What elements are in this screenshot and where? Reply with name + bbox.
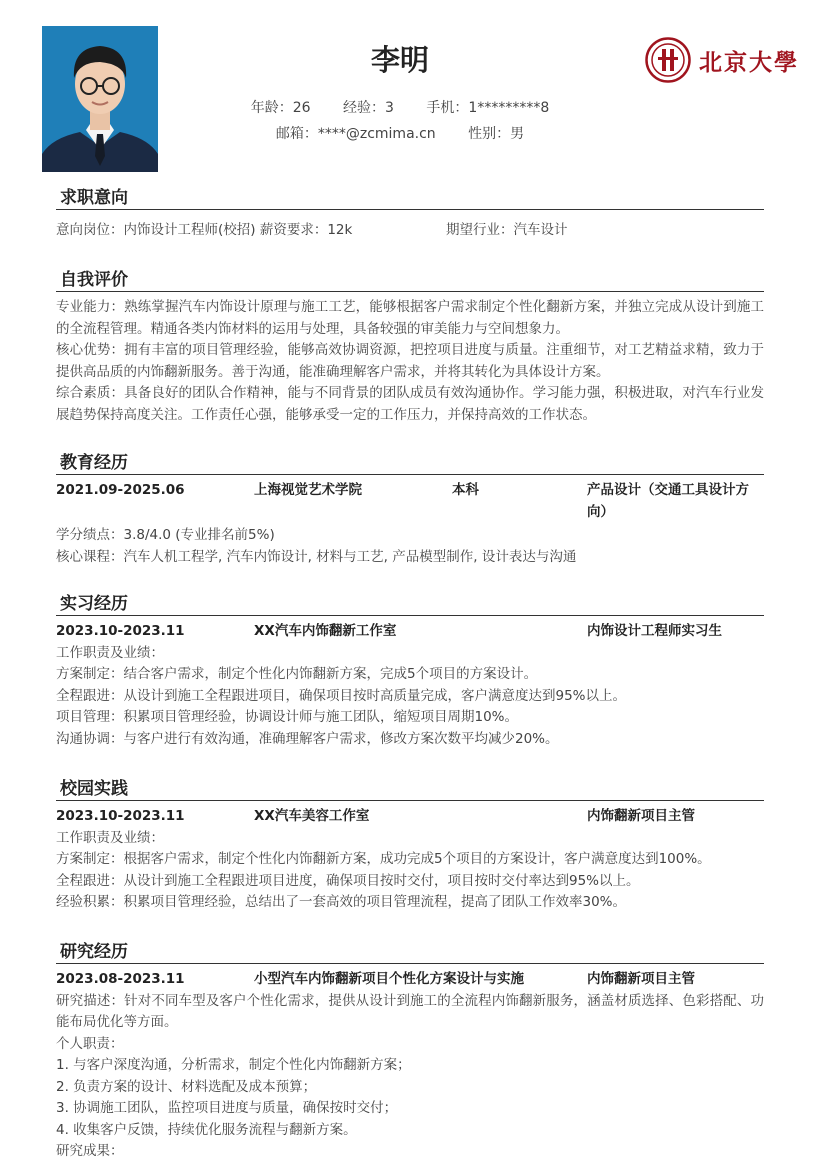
gender-label: 性别：	[468, 126, 511, 142]
research-detail: 1. 与客户深度沟通，分析需求，制定个性化内饰翻新方案；	[56, 1057, 411, 1073]
campus-header-row	[56, 806, 764, 828]
age-info	[251, 97, 311, 117]
internship-role: 内饰设计工程师实习生	[587, 623, 722, 639]
internship-detail: 方案制定：结合客户需求，制定个性化内饰翻新方案，完成5个项目的方案设计。	[56, 666, 538, 682]
section-title-campus: 校园实践	[56, 777, 764, 801]
internship-date: 2023.10-2023.11	[56, 623, 185, 639]
research-date: 2023.08-2023.11	[56, 971, 185, 987]
education-degree: 本科	[452, 482, 479, 498]
research-detail: 研究成果：	[56, 1143, 124, 1159]
research-role: 内饰翻新项目主管	[587, 971, 695, 987]
internship-detail: 沟通协调：与客户进行有效沟通，准确理解客户需求，修改方案次数平均减少20%。	[56, 730, 559, 747]
education-detail: 学分绩点：3.8/4.0 (专业排名前5%)	[56, 527, 275, 543]
basic-info-row-1	[0, 97, 800, 117]
candidate-name: 李明	[370, 43, 429, 77]
experience-info	[343, 97, 394, 117]
education-school: 上海视觉艺术学院	[254, 482, 362, 498]
internship-detail: 工作职责及业绩：	[56, 644, 164, 661]
campus-detail: 方案制定：根据客户需求，制定个性化内饰翻新方案，成功完成5个项目的方案设计，客户满意度达到100%。	[56, 851, 711, 867]
section-title-self-eval: 自我评价	[56, 268, 764, 292]
gender-value: 男	[510, 126, 525, 142]
campus-detail: 经验积累：积累项目管理经验，总结出了一套高效的项目管理流程，提高了团队工作效率30%。	[56, 894, 627, 910]
campus-date: 2023.10-2023.11	[56, 808, 185, 824]
education-header-row	[56, 480, 764, 523]
campus-detail: 工作职责及业绩：	[56, 829, 164, 846]
job-intent-section	[56, 186, 764, 242]
internship-company: XX汽车内饰翻新工作室	[254, 623, 397, 639]
basic-info-row-2	[0, 123, 800, 143]
expected-industry: 期望行业：汽车设计	[446, 222, 568, 238]
research-project: 小型汽车内饰翻新项目个性化方案设计与实施	[254, 971, 524, 987]
age-value: 26	[292, 100, 311, 116]
campus-role: 内饰翻新项目主管	[587, 808, 695, 824]
internship-section	[56, 592, 764, 750]
research-detail: 3. 协调施工团队，监控项目进度与质量，确保按时交付；	[56, 1100, 398, 1116]
phone-info	[426, 97, 549, 117]
internship-header-row	[56, 621, 764, 643]
university-logo	[645, 37, 799, 83]
self-evaluation-section	[56, 268, 764, 426]
campus-org: XX汽车美容工作室	[254, 808, 370, 824]
email-info	[276, 123, 436, 143]
experience-label: 经验：	[343, 100, 386, 116]
email-value: ****@zcmima.cn	[317, 126, 436, 142]
education-detail: 核心课程：汽车人机工程学, 汽车内饰设计, 材料与工艺, 产品模型制作, 设计表达与沟通	[56, 548, 577, 565]
self-eval-paragraph: 核心优势：拥有丰富的项目管理经验，能够高效协调资源，把控项目进度与质量。注重细节，对工艺精益求精，致力于提供高品质的内饰翻新服务。善于沟通，能准确理解客户需求，并将其转化为具体设计方案。	[56, 342, 764, 380]
research-detail: 研究描述：针对不同车型及客户个性化需求，提供从设计到施工的全流程内饰翻新服务，涵盖材质选择、色彩搭配、功能布局优化等方面。	[56, 992, 764, 1030]
section-title-intent: 求职意向	[56, 186, 764, 210]
experience-value: 3	[385, 100, 394, 116]
education-date: 2021.09-2025.06	[56, 482, 185, 498]
research-detail: 个人职责：	[56, 1035, 124, 1052]
self-eval-paragraph: 综合素质：具备良好的团队合作精神，能与不同背景的团队成员有效沟通协作。学习能力强，积极进取，对汽车行业发展趋势保持高度关注。工作责任心强，能够承受一定的工作压力，并保持高效的工作状态。	[56, 385, 764, 423]
campus-section	[56, 777, 764, 914]
resume-header	[0, 0, 820, 180]
research-header-row	[56, 969, 764, 991]
section-title-research: 研究经历	[56, 940, 764, 964]
job-intent-row	[56, 220, 764, 242]
internship-detail: 全程跟进：从设计到施工全程跟进项目，确保项目按时高质量完成，客户满意度达到95%以上。	[56, 687, 627, 704]
education-major: 产品设计（交通工具设计方向）	[587, 482, 749, 520]
internship-detail: 项目管理：积累项目管理经验，协调设计师与施工团队，缩短项目周期10%。	[56, 709, 519, 725]
phone-label: 手机：	[426, 100, 469, 116]
gender-info	[468, 123, 524, 143]
education-section	[56, 451, 764, 568]
university-logo-text: 北京大學	[699, 48, 799, 76]
campus-detail: 全程跟进：从设计到施工全程跟进项目进度，确保项目按时交付，项目按时交付率达到95%以上。	[56, 872, 640, 889]
research-detail: 4. 收集客户反馈，持续优化服务流程与翻新方案。	[56, 1121, 357, 1138]
self-eval-paragraph: 专业能力：熟练掌握汽车内饰设计原理与施工工艺，能够根据客户需求制定个性化翻新方案，并独立完成从设计到施工的全流程管理。精通各类内饰材料的运用与处理，具备较强的审美能力与空间想象力。	[56, 299, 764, 337]
email-label: 邮箱：	[275, 126, 318, 142]
section-title-internship: 实习经历	[56, 592, 764, 616]
intended-position: 意向岗位：内饰设计工程师(校招) 薪资要求：12k	[56, 222, 353, 238]
section-title-education: 教育经历	[56, 451, 764, 475]
university-seal-icon	[645, 37, 691, 83]
research-section	[56, 940, 764, 1160]
phone-value: 1*********8	[468, 100, 550, 116]
age-label: 年龄：	[250, 100, 293, 116]
research-detail: 2. 负责方案的设计、材料选配及成本预算；	[56, 1078, 317, 1095]
